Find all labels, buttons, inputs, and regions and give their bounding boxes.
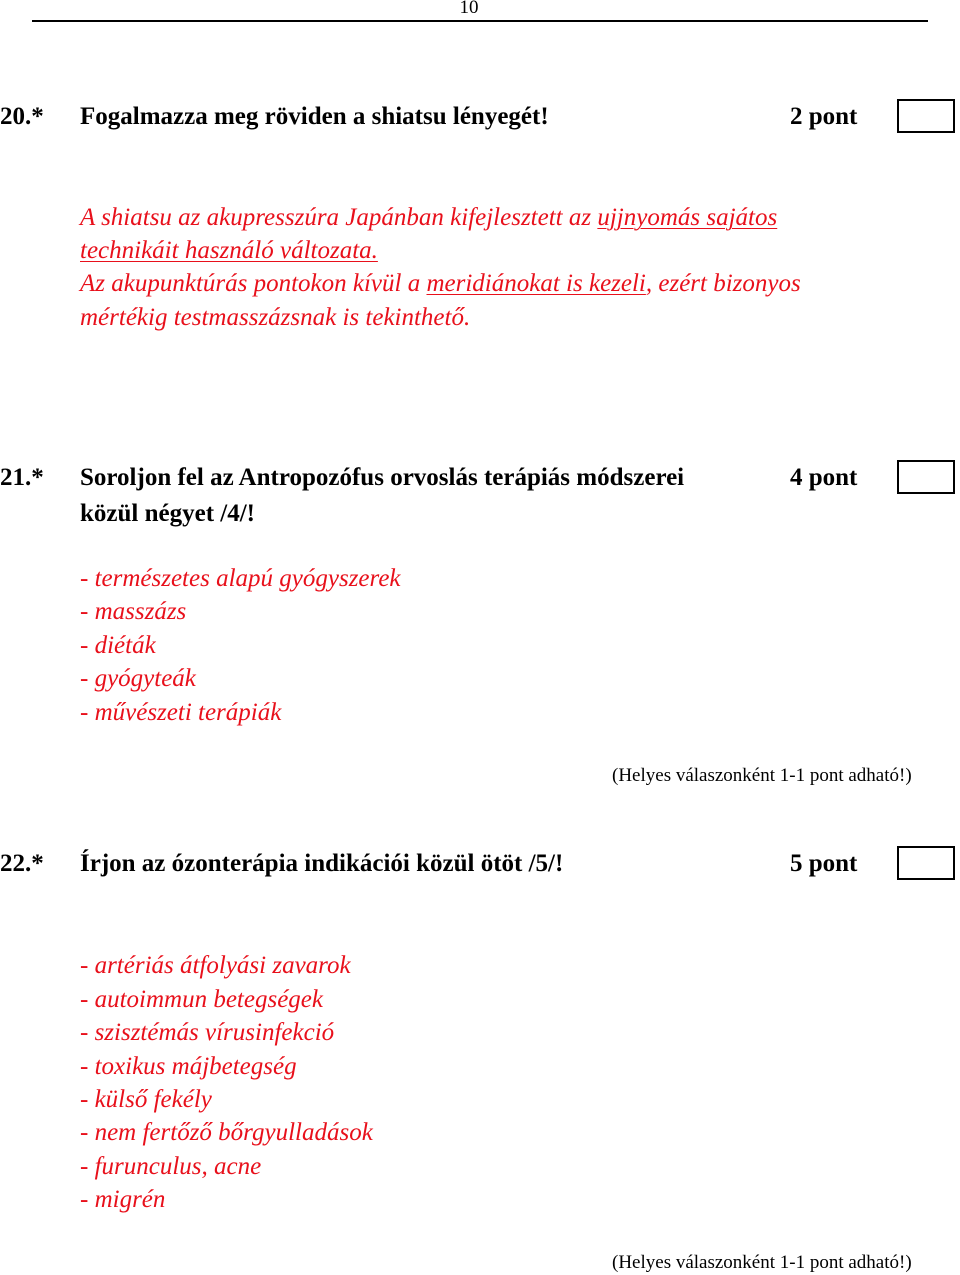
- answer-22-item: - migrén: [80, 1186, 166, 1213]
- question-22-text: Írjon az ózonterápia indikációi közül ötöt /5/!: [80, 850, 564, 877]
- answer-21-item: - művészeti terápiák: [80, 699, 282, 726]
- question-22-number: 22.*: [0, 850, 44, 877]
- question-21-scoring-note: (Helyes válaszonként 1-1 pont adható!): [612, 765, 912, 786]
- answer-21-item: - masszázs: [80, 598, 187, 625]
- answer-20-line-3: [80, 270, 801, 298]
- answer-22-item: - nem fertőző bőrgyulladások: [80, 1119, 373, 1146]
- answer-21-item: - gyógyteák: [80, 665, 196, 692]
- question-20-score-box[interactable]: [897, 99, 955, 133]
- answer-22-item: - artériás átfolyási zavarok: [80, 952, 351, 979]
- answer-21-item: - természetes alapú gyógyszerek: [80, 565, 401, 592]
- answer-20-line-4: mértékig testmasszázsnak is tekinthető.: [80, 304, 471, 331]
- question-22-scoring-note: (Helyes válaszonként 1-1 pont adható!): [612, 1252, 912, 1273]
- answer-20-line-2: [80, 237, 378, 265]
- answer-21-item: - diéták: [80, 632, 156, 659]
- answer-20-underlined: meridiánokat is kezeli: [426, 270, 646, 297]
- question-20-text: Fogalmazza meg röviden a shiatsu lényegét!: [80, 103, 549, 130]
- answer-22-item: - külső fekély: [80, 1086, 212, 1113]
- answer-22-item: - toxikus májbetegség: [80, 1053, 297, 1080]
- answer-20-text: A shiatsu az akupresszúra Japánban kifejlesztett az: [80, 204, 598, 231]
- question-22-score-box[interactable]: [897, 846, 955, 880]
- answer-20-text: , ezért bizonyos: [645, 270, 801, 297]
- answer-22-item: - furunculus, acne: [80, 1153, 262, 1180]
- question-21-number: 21.*: [0, 464, 44, 491]
- answer-20-text: Az akupunktúrás pontokon kívül a: [80, 270, 427, 297]
- answer-20-line-1: [80, 204, 777, 232]
- question-21-text-line-2: közül négyet /4/!: [80, 500, 255, 527]
- question-20-number: 20.*: [0, 103, 44, 130]
- answer-22-item: - autoimmun betegségek: [80, 986, 323, 1013]
- header-rule: [32, 20, 928, 22]
- question-21-score-box[interactable]: [897, 460, 955, 494]
- question-21-text-line-1: Soroljon fel az Antropozófus orvoslás terápiás módszerei: [80, 464, 685, 491]
- question-20-points: 2 pont: [790, 103, 858, 130]
- answer-20-underlined: ujjnyomás sajátos: [597, 204, 778, 231]
- answer-22-item: - szisztémás vírusinfekció: [80, 1019, 335, 1046]
- question-21-points: 4 pont: [790, 464, 858, 491]
- question-22-points: 5 pont: [790, 850, 858, 877]
- page-number: 10: [459, 0, 479, 18]
- answer-20-underlined: technikáit használó változata.: [80, 237, 378, 264]
